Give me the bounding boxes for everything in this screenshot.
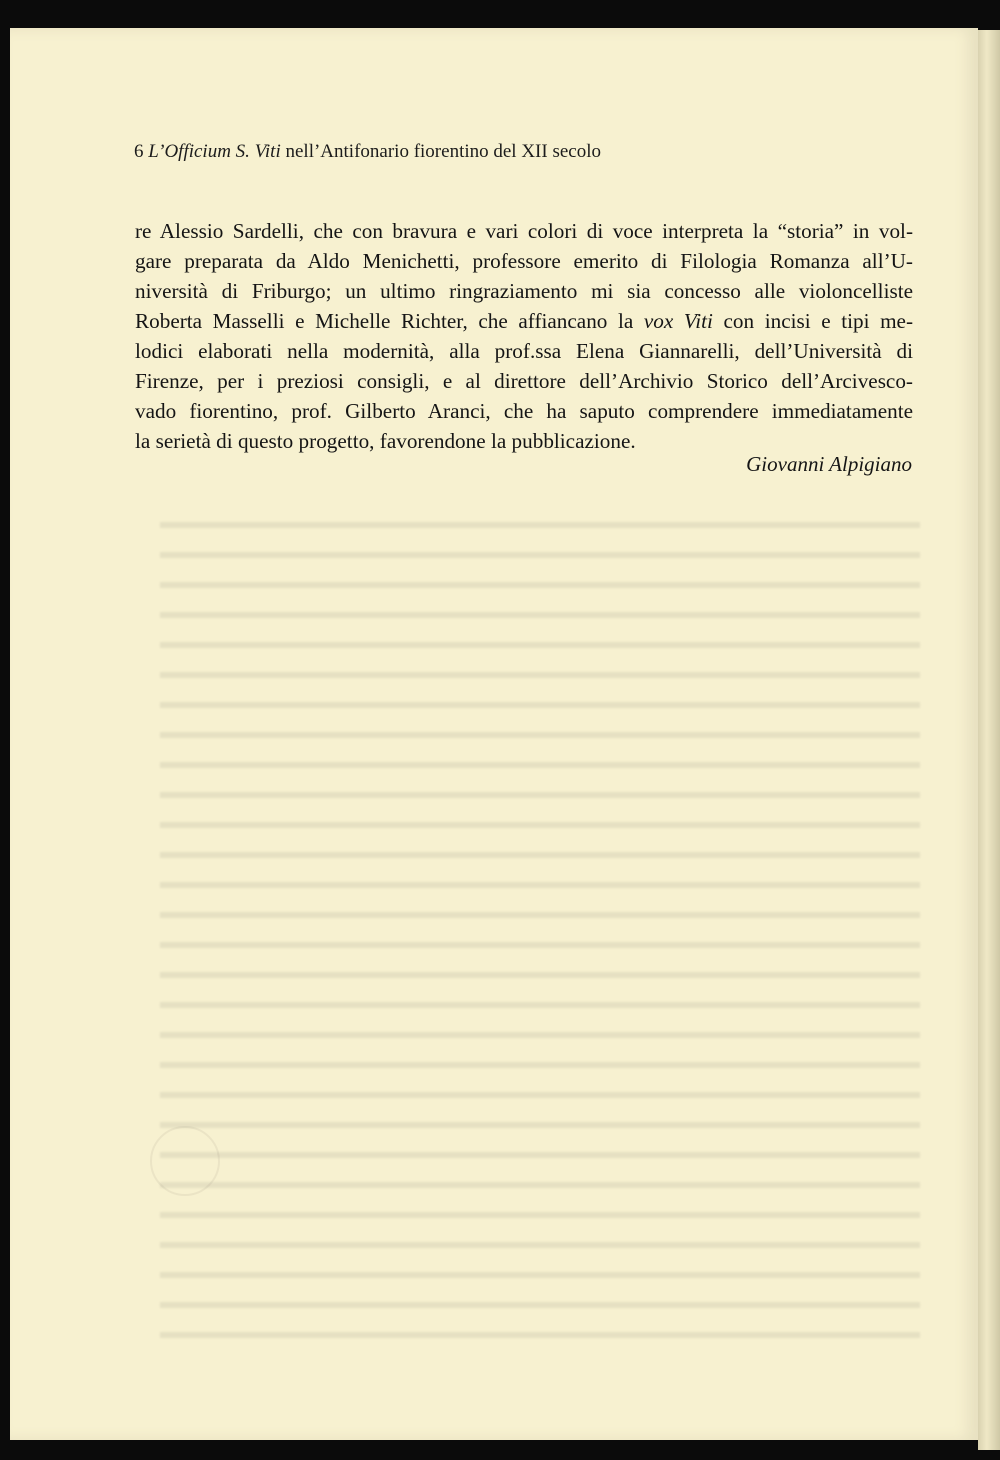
body-paragraph [135, 216, 913, 456]
text-line: Firenze, per i preziosi consigli, e al direttore dell’Archivio Storico dell’Arcivesco- [135, 369, 913, 393]
text-line: re Alessio Sardelli, che con bravura e vari colori di voce interpreta la “storia” in vol- [135, 219, 913, 243]
page-edge [978, 30, 1000, 1450]
text-segment: con incisi e tipi me- [723, 309, 914, 333]
text-line: niversità di Friburgo; un ultimo ringraziamento mi sia concesso alle violoncelliste [135, 279, 913, 303]
text-line [135, 306, 913, 336]
running-head-title-italic: L’Officium S. [148, 141, 250, 162]
author-signature: Giovanni Alpigiano [746, 452, 912, 476]
faint-stamp [150, 1126, 220, 1196]
text-segment: Roberta Masselli e Michelle Richter, che affiancano la [135, 309, 634, 333]
text-line: vado fiorentino, prof. Gilberto Aranci, che ha saputo comprendere immediatamente [135, 399, 913, 423]
italic-term: vox Viti [643, 309, 713, 333]
show-through-text [160, 508, 920, 1338]
running-head-title: nell’Antifonario fiorentino del XII secolo [285, 141, 601, 162]
page-number: 6 [134, 141, 144, 162]
running-head [134, 141, 834, 163]
text-line: gare preparata da Aldo Menichetti, professore emerito di Filologia Romanza all’U- [135, 249, 913, 273]
text-line: lodici elaborati nella modernità, alla prof.ssa Elena Giannarelli, dell’Università di [135, 339, 913, 363]
running-head-title-italic-2: Viti [254, 141, 281, 162]
text-line: la serietà di questo progetto, favorendone la pubblicazione. [135, 429, 636, 453]
